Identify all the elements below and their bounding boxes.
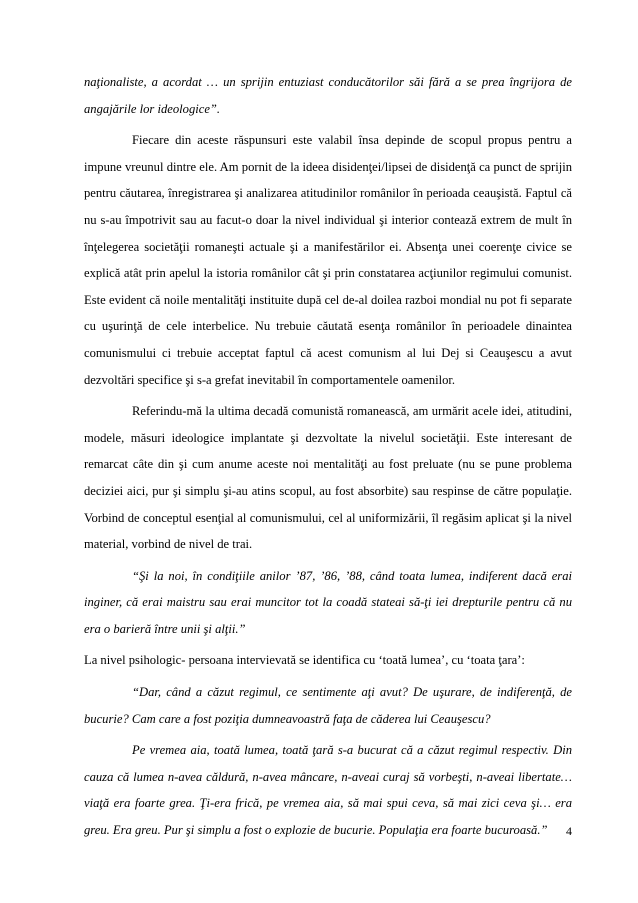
interview-question: “Dar, când a căzut regimul, ce sentimente aţi avut? De uşurare, de indiferenţă, de bucurie? Cam care a fost poziţia dumneavoastră faţa de căderea lui Ceauşescu? bbox=[84, 685, 572, 726]
body-paragraph: La nivel psihologic- persoana intervievată se identifica cu ‘toată lumea’, cu ‘toata ţara’: bbox=[84, 653, 525, 668]
interview-answer: Pe vremea aia, toată lumea, toată ţară s-a bucurat că a căzut regimul respectiv. Din cauza că lumea n-avea căldură, n-avea mâncare, n-aveai curaj să vorbeşti, n-aveai libertate… viaţă era foarte grea. Ţi-era frică, pe vremea aia, să mai spui ceva, să mai zici ceva şi… era greu. Era greu. Pur şi simplu a fost o explozie de bucurie. Populaţia era foarte bucuroasă.” bbox=[84, 743, 572, 838]
quote-continuation-paragraph: naţionaliste, a acordat … un sprijin entuziast conducătorilor săi fără a se prea îngrijora de angajările lor ideologice”. bbox=[84, 75, 572, 116]
body-paragraph: Fiecare din aceste răspunsuri este valabil însa depinde de scopul propus pentru a impune vreunul dintre ele. Am pornit de la ideea disidenţei/lipsei de disidenţă ca punct de sprijin pentru căutarea, înregistrarea şi analizarea atitudinilor românilor în perioada ceauşistă. Faptul că nu s-au împotrivit sau au facut-o doar la nivel individual şi interior contează extrem de mult în înţelegerea societăţii romaneşti actuale şi a manifestărilor ei. Absenţa unei coerenţe civice se explică atât prin apelul la istoria românilor cât şi prin constatarea acţiunilor regimului comunist. Este evident că noile mentalităţi instituite după cel de-al doilea razboi mondial nu pot fi separate cu uşurinţă de cele interbelice. Nu trebuie căutată esenţa românilor în perioadele dinaintea comunismului ci trebuie acceptat faptul că acest comunism al lui Dej si Ceauşescu a avut dezvoltări specifice şi s-a grefat inevitabil în comportamentele oamenilor. bbox=[84, 133, 572, 387]
page-number: 4 bbox=[566, 824, 572, 838]
body-text bbox=[84, 69, 572, 849]
body-paragraph: Referindu-mă la ultima decadă comunistă romanească, am urmărit acele idei, atitudini, modele, măsuri ideologice implantate şi dezvoltate la nivelul societăţii. Este interesant de remarcat câte din şi cum anume aceste noi mentalităţi au fost preluate (nu se pune problema deciziei aici, pur şi simplu şi-au atins scopul, au fost absorbite) sau respinse de către populaţie. Vorbind de conceptul esenţial al comunismului, cel al uniformizării, îl regăsim aplicat şi la nivel material, vorbind de nivel de trai. bbox=[84, 404, 572, 552]
interview-quote: “Şi la noi, în condiţiile anilor ’87, ’86, ’88, când toata lumea, indiferent dacă erai inginer, că erai maistru sau erai muncitor tot la coadă stateai să-ţi iei drepturile pentru că nu era o barieră între unii şi alţii.” bbox=[84, 568, 572, 636]
